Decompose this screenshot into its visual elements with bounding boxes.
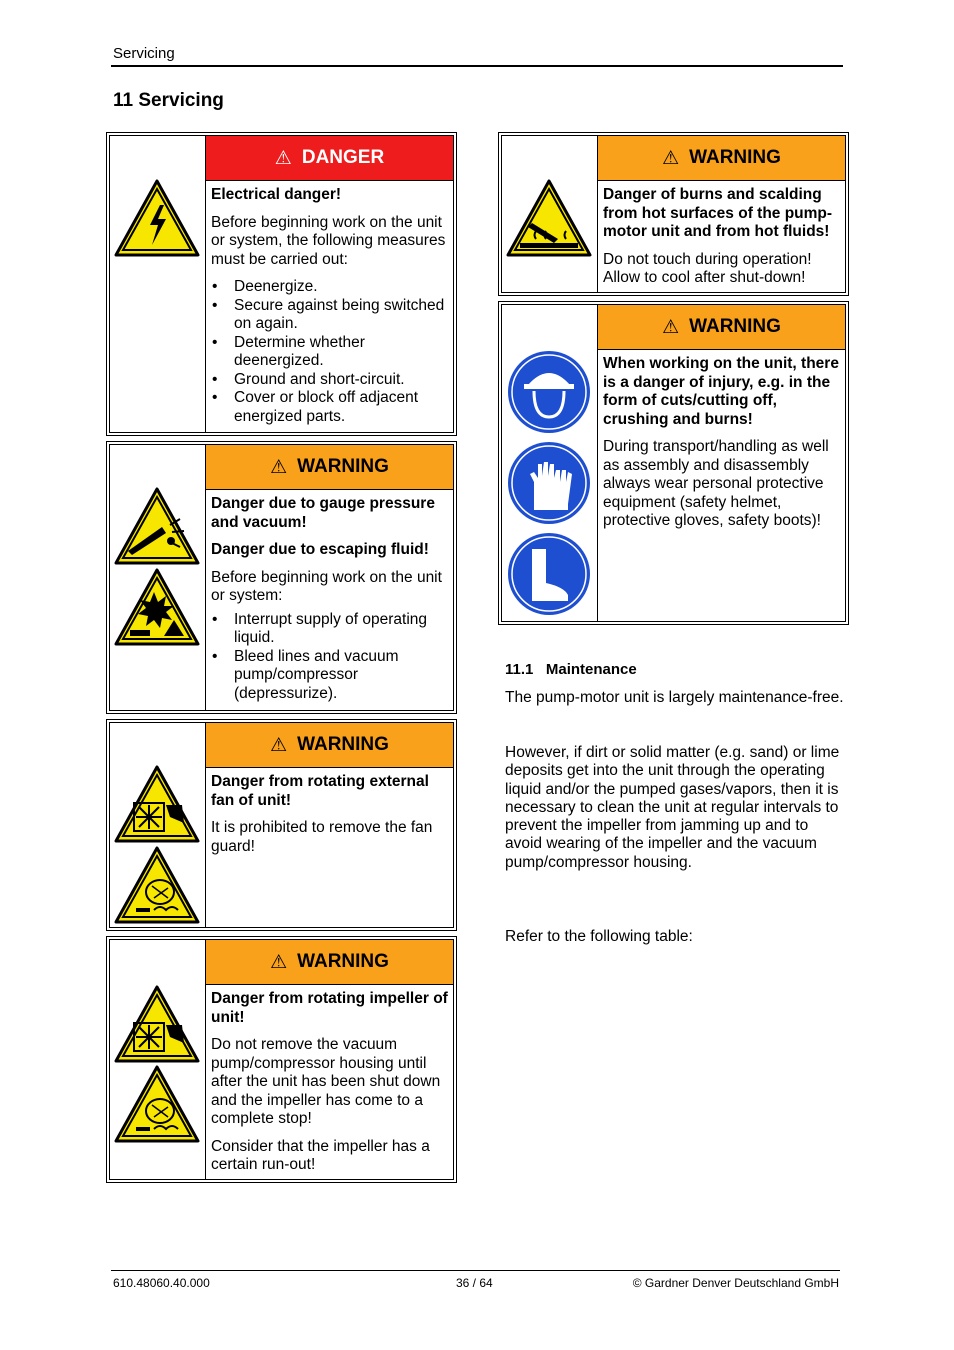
warning-hot-box [498, 132, 849, 296]
warning-banner [206, 445, 453, 490]
header-divider [111, 65, 843, 67]
box-text [211, 773, 449, 865]
icon-column [502, 305, 598, 621]
helmet-icon [506, 349, 592, 435]
explosion-hazard-icon [114, 568, 200, 646]
warning-impeller-box [106, 936, 457, 1183]
warning-triangle-icon: ⚠ [274, 147, 292, 169]
warning-triangle-icon: ⚠ [270, 456, 288, 478]
box-intro: Before beginning work on the unit or system: [211, 568, 442, 604]
list-item: • Interrupt supply of operating liquid. [211, 611, 449, 648]
icon-column [502, 136, 598, 292]
banner-label: WARNING [689, 316, 781, 337]
warning-pressure-box [106, 441, 457, 714]
electrical-hazard-icon [114, 179, 200, 257]
list-item: • Secure against being switched on again. [211, 297, 449, 334]
danger-electrical-box [106, 132, 457, 436]
gloves-icon [506, 440, 592, 526]
box-paragraph: Do not touch during operation! Allow to cool after shut-down! [603, 250, 812, 286]
rotating-fan-hazard-icon [114, 765, 200, 843]
hand-crush-hazard-icon [114, 1065, 200, 1143]
banner-label: DANGER [301, 147, 385, 168]
list-item: • Cover or block off adjacent energized parts. [211, 389, 449, 426]
box-paragraph: Consider that the impeller has a certain run-out! [211, 1137, 430, 1173]
box-paragraph: Do not remove the vacuum pump/compressor housing until after the unit has been shut down and the impeller has come to a complete stop! [211, 1036, 441, 1127]
banner-label: WARNING [297, 734, 389, 755]
box-text [603, 355, 841, 540]
warning-triangle-icon: ⚠ [270, 951, 288, 973]
banner-label: WARNING [297, 951, 389, 972]
list-item: • Bleed lines and vacuum pump/compressor (depressurize). [211, 648, 449, 704]
rotating-fan-hazard-icon [114, 985, 200, 1063]
danger-banner [206, 136, 453, 181]
maintenance-paragraph: The pump-motor unit is largely maintenance-free. [505, 689, 844, 706]
measures-list [211, 611, 449, 704]
warning-ppe-box [498, 301, 849, 625]
document-number: 610.48060.40.000 [113, 1276, 210, 1290]
box-paragraph: It is prohibited to remove the fan guard! [211, 819, 433, 855]
warning-triangle-icon: ⚠ [662, 147, 680, 169]
hot-surface-hazard-icon [506, 179, 592, 257]
list-item: • Ground and short-circuit. [211, 371, 449, 390]
box-text [603, 186, 841, 297]
box-heading: Danger due to gauge pressure and vacuum! [211, 495, 435, 531]
box-heading: Electrical danger! [211, 186, 342, 203]
box-heading: When working on the unit, there is a danger of injury, e.g. in the form of cuts/cutting off, crushing and burns! [603, 355, 839, 428]
warning-triangle-icon: ⚠ [270, 734, 288, 756]
subsection-title: 11.1 Maintenance [505, 661, 637, 678]
warning-triangle-icon: ⚠ [662, 316, 680, 338]
box-text [211, 990, 449, 1184]
icon-column [110, 445, 206, 710]
box-text [211, 186, 449, 426]
section-title: 11 Servicing [113, 90, 224, 111]
box-heading: Danger from rotating impeller of unit! [211, 990, 448, 1026]
list-item: • Determine whether deenergized. [211, 334, 449, 371]
box-heading: Danger of burns and scalding from hot surfaces of the pump-motor unit and from hot fluids! [603, 186, 833, 240]
list-item: • Deenergize. [211, 278, 449, 297]
box-text [211, 495, 449, 703]
box-subheading: Danger due to escaping fluid! [211, 541, 429, 558]
boots-icon [506, 531, 592, 617]
pressure-hazard-icon [114, 487, 200, 565]
warning-banner [598, 305, 845, 350]
icon-column [110, 136, 206, 432]
footer-divider [111, 1270, 840, 1271]
running-header: Servicing [113, 45, 175, 62]
copyright: © Gardner Denver Deutschland GmbH [632, 1276, 839, 1290]
page-number: 36 / 64 [456, 1276, 493, 1290]
box-heading: Danger from rotating external fan of unit! [211, 773, 429, 809]
hand-crush-hazard-icon [114, 846, 200, 924]
icon-column [110, 940, 206, 1179]
warning-banner [206, 723, 453, 768]
maintenance-paragraph: However, if dirt or solid matter (e.g. sand) or lime deposits get into the unit through the operating liquid and/or the pumped gases/vapors, then it is necessary to clean the unit at regular intervals to prevent the impeller from jamming up and to avoid wearing of the impeller and the vacuum pump/compressor housing. [505, 744, 840, 871]
box-paragraph: During transport/handling as well as assembly and disassembly always wear personal protective equipment (safety helmet, protective gloves, safety boots)! [603, 438, 829, 529]
measures-list [211, 278, 449, 426]
maintenance-paragraph: Refer to the following table: [505, 928, 693, 945]
banner-label: WARNING [297, 456, 389, 477]
banner-label: WARNING [689, 147, 781, 168]
icon-column [110, 723, 206, 927]
warning-banner [206, 940, 453, 985]
warning-banner [598, 136, 845, 181]
warning-fan-box [106, 719, 457, 931]
box-intro: Before beginning work on the unit or system, the following measures must be carried out: [211, 213, 446, 268]
